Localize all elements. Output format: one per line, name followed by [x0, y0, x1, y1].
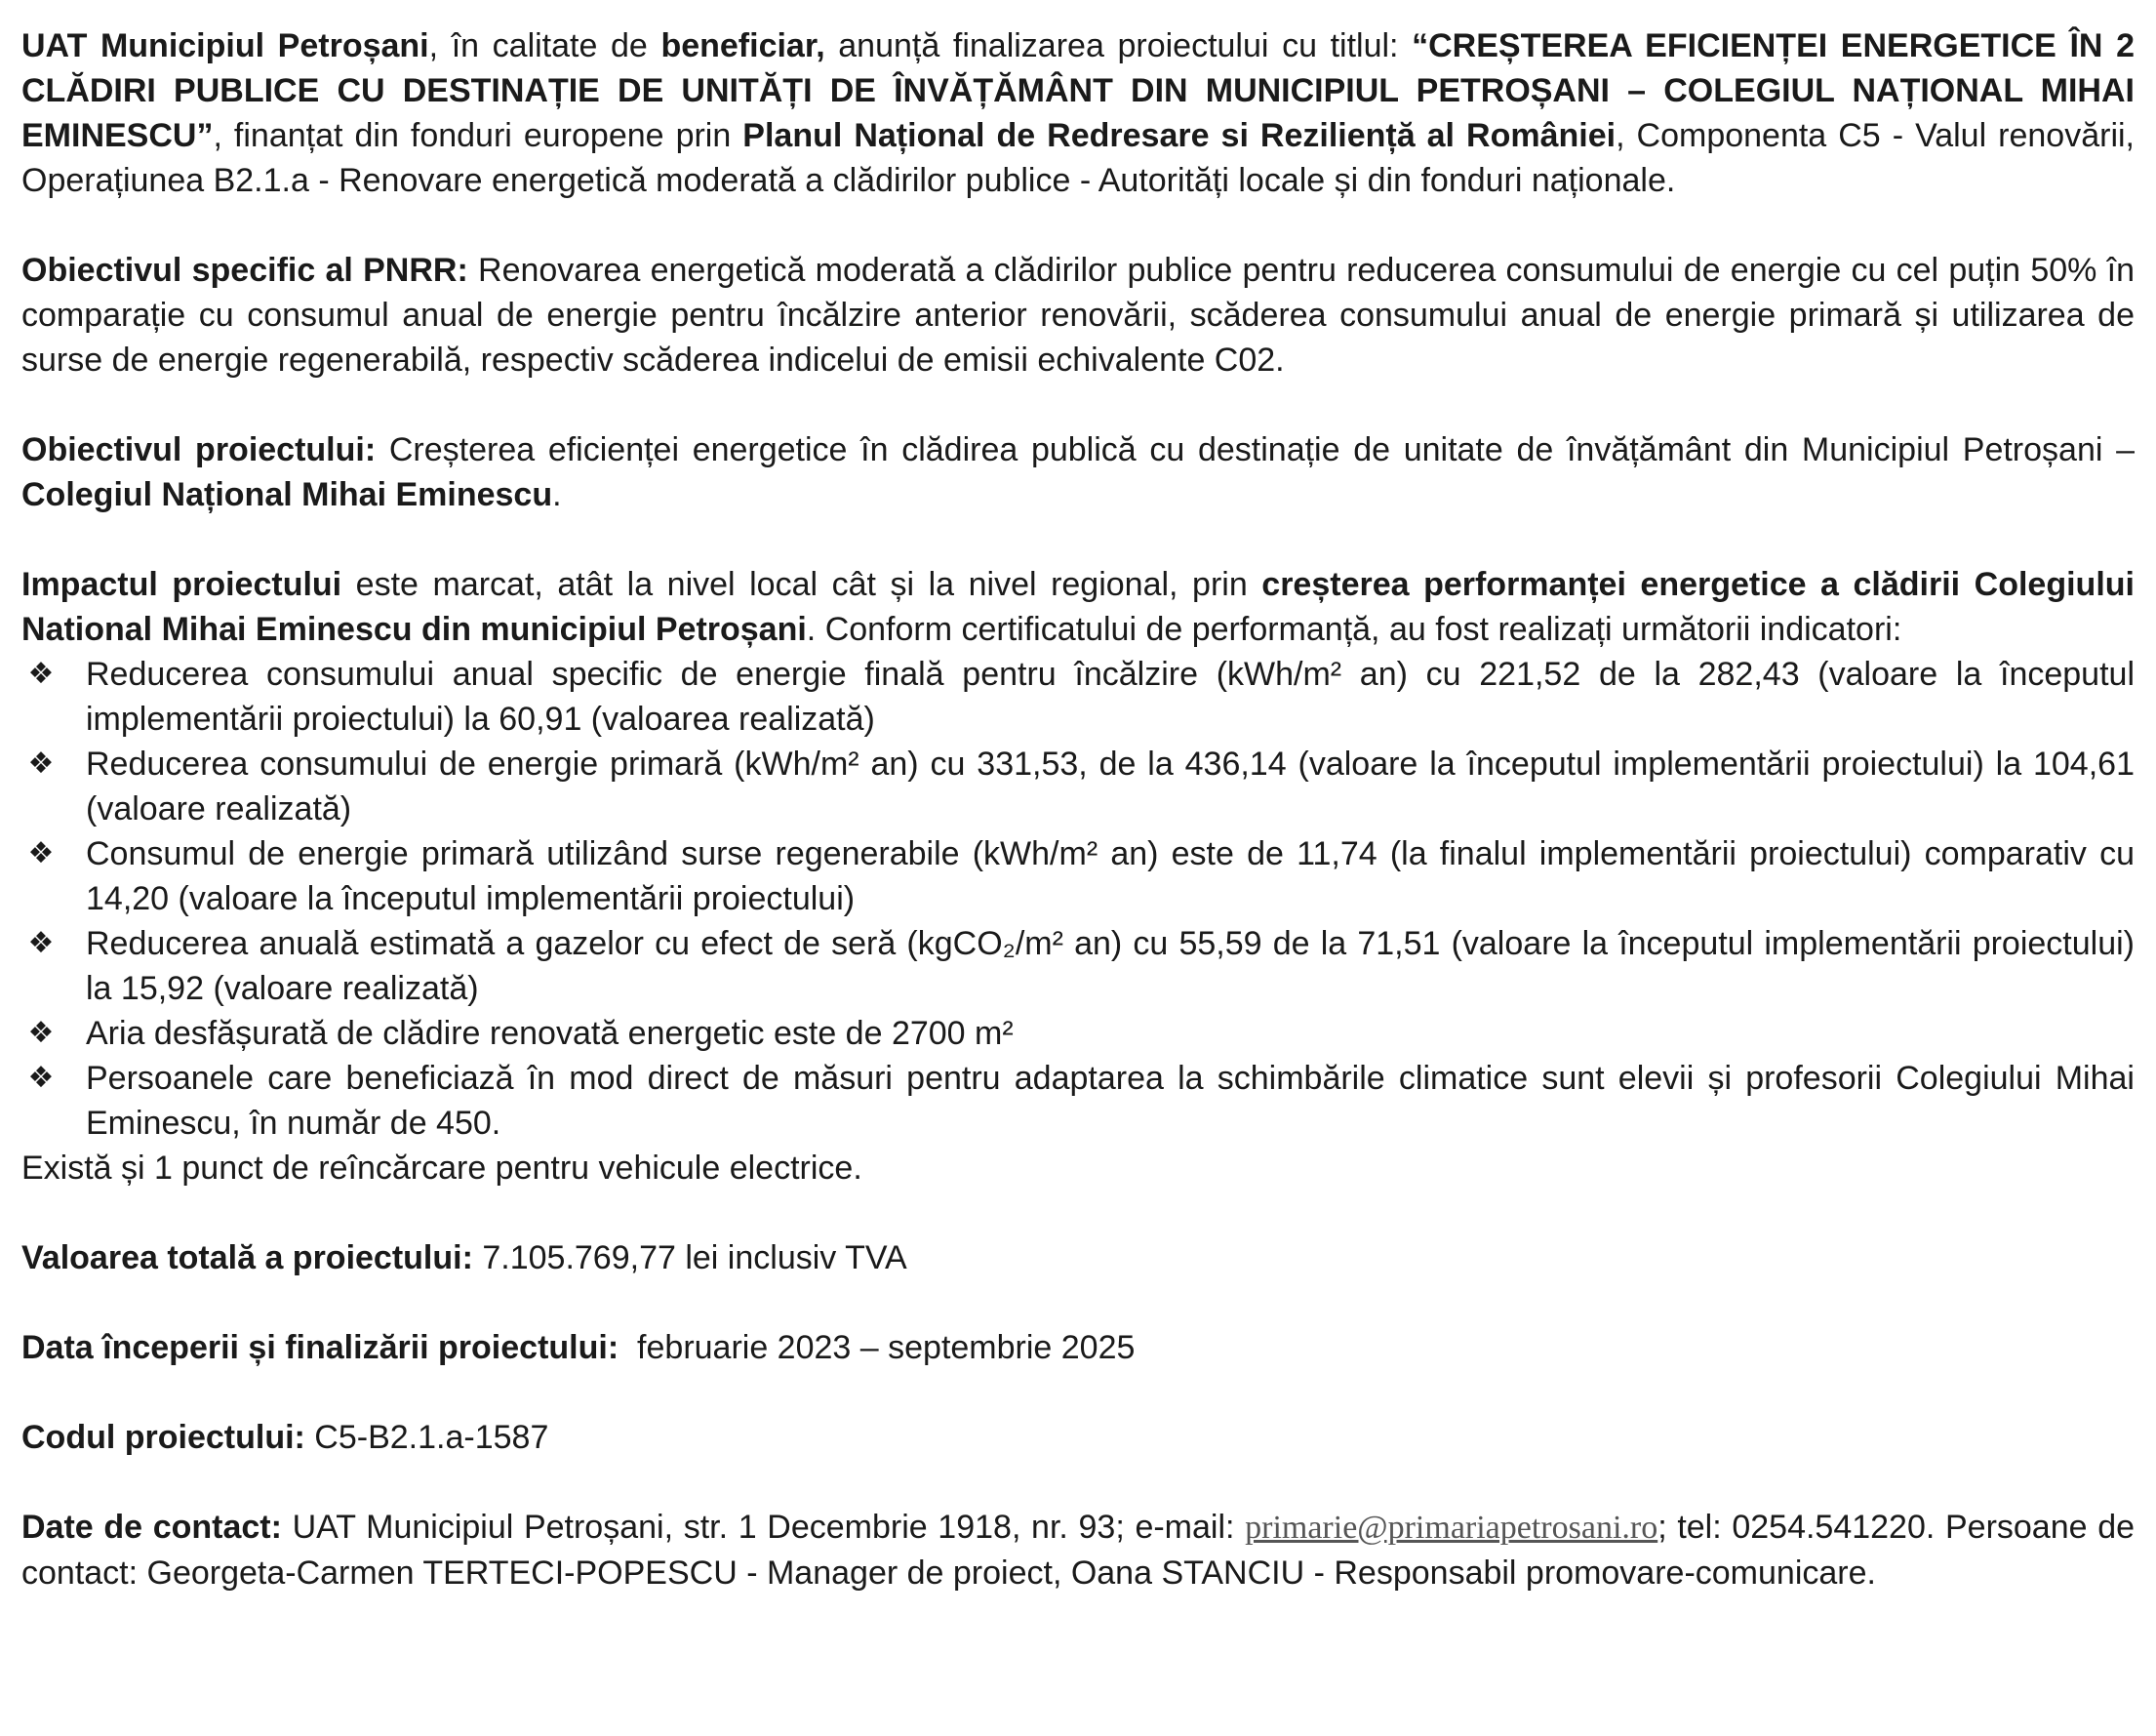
contact-label: Date de contact:	[21, 1509, 282, 1546]
beneficiary-role: beneficiar,	[660, 27, 825, 64]
list-item: ❖ Reducerea anuală estimată a gazelor cu efect de seră (kgCO₂/m² an) cu 55,59 de la 71,51 (valoare la începutul implementării proiectului) la 15,92 (valoare realizată)	[21, 921, 2135, 1011]
list-item: ❖ Reducerea consumului anual specific de energie finală pentru încălzire (kWh/m² an) cu 221,52 de la 282,43 (valoare la începutul implementării proiectului) la 60,91 (valoarea realizată)	[21, 652, 2135, 742]
project-objective-paragraph: Obiectivul proiectului: Creșterea eficienței energetice în clădirea publică cu destinație de unitate de învățământ din Municipiul Petroșani – Colegiul Național Mihai Eminescu.	[21, 431, 2135, 513]
list-item: ❖ Consumul de energie primară utilizând surse regenerabile (kWh/m² an) este de 11,74 (la finalul implementării proiectului) comparativ cu 14,20 (valoare la începutul implementării proiectului)	[21, 831, 2135, 921]
specific-objective-label: Obiectivul specific al PNRR:	[21, 252, 468, 289]
dates-line	[21, 1325, 2135, 1370]
impact-paragraph: Impactul proiectului este marcat, atât la nivel local cât și la nivel regional, prin creșterea performanței energetice a clădirii Colegiului National Mihai Eminescu din municipiul Petroșani. Conform certificatului de performanță, au fost realizați următorii indicatori:	[21, 566, 2135, 648]
impact-highlight: creșterea performanței energetice a clădirii Colegiului National Mihai Eminescu din municipiul Petroșani	[21, 566, 2135, 648]
dates-label: Data începerii și finalizării proiectului:	[21, 1329, 619, 1366]
charging-note: Există și 1 punct de reîncărcare pentru vehicule electrice.	[21, 1150, 862, 1187]
college-name: Colegiul Național Mihai Eminescu	[21, 476, 553, 513]
diamond-bullet-icon: ❖	[27, 926, 55, 960]
beneficiary-name: UAT Municipiul Petroșani	[21, 27, 429, 64]
indicators-list	[21, 652, 2135, 1146]
list-item: ❖ Reducerea consumului de energie primară (kWh/m² an) cu 331,53, de la 436,14 (valoare la începutul implementării proiectului) la 104,61 (valoare realizată)	[21, 742, 2135, 831]
intro-paragraph: UAT Municipiul Petroșani, în calitate de beneficiar, anunță finalizarea proiectului cu titlul: “CREȘTEREA EFICIENȚEI ENERGETICE ÎN 2 CLĂDIRI PUBLICE CU DESTINAȚIE DE UNITĂȚI DE ÎNVĂȚĂMÂNT DIN MUNICIPIUL PETROȘANI – COLEGIUL NAȚIONAL MIHAI EMINESCU”, finanțat din fonduri europene prin Planul Național de Redresare si Reziliență al României, Componenta C5 - Valul renovării, Operațiunea B2.1.a - Renovare energetică moderată a clădirilor publice - Autorități locale și din fonduri naționale.	[21, 27, 2136, 199]
diamond-bullet-icon: ❖	[27, 836, 55, 870]
diamond-bullet-icon: ❖	[27, 1061, 55, 1095]
diamond-bullet-icon: ❖	[27, 1016, 55, 1050]
code-line	[21, 1415, 2135, 1460]
list-item: ❖ Persoanele care beneficiază în mod direct de măsuri pentru adaptarea la schimbările climatice sunt elevii și profesorii Colegiului Mihai Eminescu, în număr de 450.	[21, 1056, 2135, 1146]
diamond-bullet-icon: ❖	[27, 747, 55, 781]
email-link[interactable]: primarie@primariapetrosani.ro	[1245, 1510, 1658, 1546]
list-item: ❖ Aria desfășurată de clădire renovată energetic este de 2700 m²	[21, 1011, 2135, 1056]
total-value-label: Valoarea totală a proiectului:	[21, 1239, 473, 1276]
specific-objective-paragraph	[21, 248, 2135, 383]
project-objective-label: Obiectivul proiectului:	[21, 431, 377, 468]
contact-paragraph: Date de contact: UAT Municipiul Petroșani, str. 1 Decembrie 1918, nr. 93; e-mail: primarie@primariapetrosani.ro; tel: 0254.541220. Persoane de contact: Georgeta-Carmen TERTECI-POPESCU - Manager de proiect, Oana STANCIU - Responsabil promovare-comunicare.	[21, 1509, 2136, 1592]
project-objective-text: Creșterea eficienței energetice în clădirea publică cu destinație de unitate de învățământ din Municipiul Petroșani –	[376, 431, 2135, 468]
total-value: 7.105.769,77 lei inclusiv TVA	[472, 1239, 907, 1276]
funding-program: Planul Național de Redresare si Reziliență al României	[742, 117, 1617, 154]
diamond-bullet-icon: ❖	[27, 657, 55, 691]
impact-label: Impactul proiectului	[21, 566, 342, 603]
dates-value: februarie 2023 – septembrie 2025	[619, 1329, 1136, 1366]
total-value-line	[21, 1235, 2135, 1280]
code-value: C5-B2.1.a-1587	[304, 1419, 549, 1456]
code-label: Codul proiectului:	[21, 1419, 305, 1456]
specific-objective-text: Renovarea energetică moderată a clădirilor publice pentru reducerea consumului de energie cu cel puțin 50% în comparație cu consumul anual de energie pentru încălzire anterior renovării, scăderea consumului anual de energie primară și utilizarea de surse de energie regenerabilă, respectiv scăderea indicelui de emisii echivalente C02.	[21, 252, 2135, 379]
project-title: “CREȘTEREA EFICIENȚEI ENERGETICE ÎN 2 CLĂDIRI PUBLICE CU DESTINAȚIE DE UNITĂȚI DE ÎNVĂȚĂMÂNT DIN MUNICIPIUL PETROȘANI – COLEGIUL NAȚIONAL MIHAI EMINESCU”	[21, 27, 2135, 154]
